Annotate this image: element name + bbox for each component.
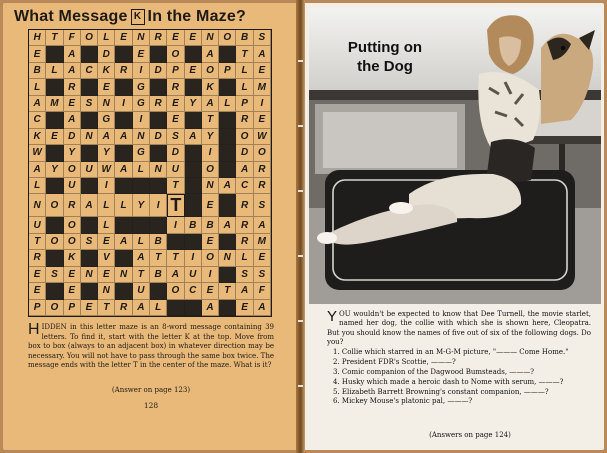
- maze-letter-cell: P: [219, 63, 236, 79]
- maze-block: [133, 217, 150, 233]
- maze-letter-cell: L: [98, 217, 115, 233]
- maze-block: [185, 234, 202, 250]
- maze-letter-cell: A: [202, 96, 219, 112]
- maze-block: [115, 46, 132, 62]
- maze-block: [185, 178, 202, 194]
- maze-letter-cell: L: [29, 79, 46, 95]
- maze-letter-cell: Y: [98, 145, 115, 161]
- binding-stitch: [298, 255, 303, 257]
- maze-letter-cell: T: [167, 250, 184, 266]
- maze-letter-cell: I: [133, 112, 150, 128]
- maze-letter-cell: A: [29, 162, 46, 178]
- maze-letter-cell: K: [98, 63, 115, 79]
- maze-letter-cell: L: [236, 79, 253, 95]
- maze-letter-cell: S: [236, 267, 253, 283]
- maze-letter-cell: M: [254, 234, 271, 250]
- maze-block: [46, 112, 63, 128]
- maze-letter-cell: C: [236, 178, 253, 194]
- maze-letter-cell: T: [202, 112, 219, 128]
- maze-letter-cell: R: [236, 234, 253, 250]
- maze-letter-cell: L: [46, 63, 63, 79]
- maze-title-before: What Message: [14, 8, 128, 25]
- maze-block: [219, 194, 236, 217]
- maze-letter-cell: A: [236, 283, 253, 299]
- maze-letter-cell: N: [115, 267, 132, 283]
- maze-letter-cell: F: [64, 30, 81, 46]
- maze-letter-cell: L: [98, 30, 115, 46]
- maze-letter-cell: G: [98, 112, 115, 128]
- maze-letter-cell: E: [202, 283, 219, 299]
- maze-letter-cell: K: [29, 129, 46, 145]
- maze-letter-cell: R: [236, 112, 253, 128]
- maze-letter-cell: O: [167, 283, 184, 299]
- maze-letter-cell: M: [254, 79, 271, 95]
- maze-letter-cell: T: [236, 46, 253, 62]
- maze-letter-cell: U: [81, 162, 98, 178]
- maze-letter-cell: T: [150, 250, 167, 266]
- maze-letter-cell: N: [133, 30, 150, 46]
- maze-block: [219, 145, 236, 161]
- maze-letter-cell: T: [167, 178, 184, 194]
- maze-letter-cell: C: [81, 63, 98, 79]
- maze-block: [219, 234, 236, 250]
- maze-letter-cell: T: [46, 30, 63, 46]
- maze-letter-cell: U: [167, 162, 184, 178]
- maze-letter-cell: G: [133, 145, 150, 161]
- maze-letter-cell: D: [64, 129, 81, 145]
- maze-block: [46, 46, 63, 62]
- maze-letter-cell: S: [254, 267, 271, 283]
- maze-letter-cell: E: [167, 112, 184, 128]
- maze-letter-cell: H: [29, 30, 46, 46]
- maze-letter-cell: O: [219, 30, 236, 46]
- maze-letter-cell: L: [236, 250, 253, 266]
- maze-block: [219, 79, 236, 95]
- maze-answer-reference: (Answer on page 123): [111, 386, 191, 394]
- maze-letter-cell: N: [202, 30, 219, 46]
- page-number: 128: [143, 401, 159, 410]
- maze-block: [115, 283, 132, 299]
- maze-letter-cell: U: [29, 217, 46, 233]
- maze-letter-cell: S: [46, 267, 63, 283]
- maze-block: [219, 112, 236, 128]
- maze-letter-cell: E: [64, 283, 81, 299]
- maze-letter-cell: E: [236, 300, 253, 316]
- maze-letter-cell: D: [98, 46, 115, 62]
- maze-letter-cell: T: [98, 300, 115, 316]
- maze-letter-cell: P: [64, 300, 81, 316]
- maze-letter-cell: W: [29, 145, 46, 161]
- question-item: 3. Comic companion of the Dagwood Bumsteads, ———?: [333, 367, 535, 376]
- maze-letter-cell: P: [236, 96, 253, 112]
- maze-letter-cell: E: [29, 46, 46, 62]
- maze-block: [150, 79, 167, 95]
- maze-letter-cell: A: [115, 129, 132, 145]
- maze-letter-cell: U: [64, 178, 81, 194]
- maze-letter-cell: D: [236, 145, 253, 161]
- maze-letter-cell: C: [29, 112, 46, 128]
- maze-letter-cell: E: [98, 234, 115, 250]
- maze-letter-cell: E: [202, 234, 219, 250]
- maze-letter-cell: A: [202, 46, 219, 62]
- maze-block: [81, 178, 98, 194]
- maze-letter-cell: W: [254, 129, 271, 145]
- dog-quiz-title: [320, 38, 450, 76]
- maze-letter-cell: O: [64, 162, 81, 178]
- maze-block: [185, 112, 202, 128]
- maze-letter-cell: S: [254, 194, 271, 217]
- maze-letter-cell: E: [133, 46, 150, 62]
- maze-letter-cell: L: [133, 234, 150, 250]
- maze-letter-cell: A: [185, 129, 202, 145]
- dog-quiz-intro: [327, 310, 591, 348]
- maze-letter-cell: N: [29, 194, 46, 217]
- maze-letter-cell: N: [150, 162, 167, 178]
- maze-title: [14, 8, 284, 26]
- maze-letter-cell: L: [133, 162, 150, 178]
- maze-letter-cell: O: [46, 300, 63, 316]
- maze-letter-cell: D: [167, 145, 184, 161]
- maze-letter-cell: N: [219, 250, 236, 266]
- maze-letter-cell: D: [150, 63, 167, 79]
- maze-block: [185, 145, 202, 161]
- maze-letter-cell: O: [254, 145, 271, 161]
- maze-letter-cell: K: [202, 79, 219, 95]
- maze-letter-cell: O: [46, 194, 63, 217]
- maze-letter-cell: R: [115, 300, 132, 316]
- maze-letter-cell: E: [185, 63, 202, 79]
- maze-block: [219, 46, 236, 62]
- question-item: 5. Elizabeth Barrett Browning's constant companion, ———?: [333, 387, 549, 396]
- binding-stitch: [298, 385, 303, 387]
- maze-letter-cell: A: [219, 217, 236, 233]
- dog-quiz-title-line1: Putting on: [347, 39, 423, 56]
- maze-letter-cell: R: [29, 250, 46, 266]
- maze-letter-cell: B: [185, 217, 202, 233]
- maze-center-letter: T: [167, 194, 184, 217]
- question-item: 1. Collie which starred in an M-G-M picture, "——— Come Home.": [333, 348, 569, 356]
- maze-letter-cell: G: [133, 79, 150, 95]
- question-item: 2. President FDR's Scottie, ———?: [333, 357, 456, 366]
- question-item: 6. Mickey Mouse's platonic pal, ———?: [333, 397, 473, 406]
- maze-letter-cell: A: [64, 112, 81, 128]
- maze-letter-cell: E: [98, 267, 115, 283]
- maze-letter-cell: E: [254, 112, 271, 128]
- maze-letter-cell: E: [64, 96, 81, 112]
- maze-letter-cell: A: [133, 250, 150, 266]
- maze-letter-cell: G: [133, 96, 150, 112]
- maze-block: [219, 162, 236, 178]
- maze-block: [81, 79, 98, 95]
- maze-block: [81, 217, 98, 233]
- maze-letter-cell: S: [254, 30, 271, 46]
- maze-block: [150, 145, 167, 161]
- maze-title-after: In the Maze?: [147, 8, 246, 25]
- maze-block: [115, 217, 132, 233]
- maze-block: [219, 300, 236, 316]
- maze-letter-cell: O: [202, 250, 219, 266]
- maze-block: [81, 112, 98, 128]
- maze-letter-cell: P: [167, 63, 184, 79]
- maze-letter-cell: A: [64, 63, 81, 79]
- maze-letter-cell: Y: [64, 145, 81, 161]
- maze-letter-cell: R: [115, 63, 132, 79]
- maze-block: [150, 178, 167, 194]
- maze-letter-cell: I: [167, 217, 184, 233]
- maze-block: [115, 178, 132, 194]
- maze-letter-cell: R: [236, 194, 253, 217]
- binding-stitch: [298, 60, 303, 62]
- maze-letter-cell: A: [81, 194, 98, 217]
- maze-block: [46, 178, 63, 194]
- maze-letter-cell: A: [29, 96, 46, 112]
- maze-letter-cell: S: [81, 234, 98, 250]
- maze-letter-cell: I: [185, 250, 202, 266]
- maze-block: [150, 283, 167, 299]
- maze-letter-cell: M: [46, 96, 63, 112]
- maze-letter-cell: O: [167, 46, 184, 62]
- maze-letter-cell: R: [150, 96, 167, 112]
- maze-letter-cell: R: [254, 178, 271, 194]
- maze-block: [167, 300, 184, 316]
- maze-letter-cell: L: [236, 63, 253, 79]
- maze-block: [46, 283, 63, 299]
- maze-block: [150, 46, 167, 62]
- maze-letter-cell: U: [133, 283, 150, 299]
- maze-letter-cell: E: [46, 129, 63, 145]
- maze-block: [46, 217, 63, 233]
- maze-letter-cell: L: [150, 300, 167, 316]
- maze-block: [133, 178, 150, 194]
- maze-letter-cell: O: [202, 162, 219, 178]
- maze-letter-cell: A: [64, 46, 81, 62]
- maze-letter-cell: A: [254, 46, 271, 62]
- maze-letter-cell: B: [150, 234, 167, 250]
- maze-block: [115, 79, 132, 95]
- maze-letter-cell: I: [202, 145, 219, 161]
- maze-letter-cell: V: [98, 250, 115, 266]
- maze-letter-cell: S: [167, 129, 184, 145]
- maze-letter-cell: O: [46, 234, 63, 250]
- maze-letter-cell: A: [167, 267, 184, 283]
- maze-letter-cell: A: [254, 300, 271, 316]
- maze-block: [46, 79, 63, 95]
- puzzle-instructions: [28, 323, 274, 371]
- binding-stitch: [298, 125, 303, 127]
- maze-letter-cell: E: [29, 267, 46, 283]
- maze-block: [167, 234, 184, 250]
- maze-letter-cell: O: [202, 63, 219, 79]
- maze-letter-cell: A: [254, 217, 271, 233]
- maze-block: [81, 145, 98, 161]
- maze-block: [150, 217, 167, 233]
- dog-quiz-intro-text: OU wouldn't be expected to know that Dee Turnell, the movie starlet, named her dog, the collie with which she is shown here, Cleopatra. But you should know the names of five out of six of the following dogs. Do you?: [327, 310, 591, 347]
- maze-letter-cell: I: [98, 178, 115, 194]
- maze-letter-cell: B: [202, 217, 219, 233]
- maze-letter-cell: A: [98, 129, 115, 145]
- maze-block: [115, 112, 132, 128]
- maze-letter-cell: U: [185, 267, 202, 283]
- maze-letter-cell: L: [115, 194, 132, 217]
- maze-letter-cell: N: [98, 96, 115, 112]
- maze-letter-cell: E: [254, 250, 271, 266]
- dog-quiz-questions: [333, 348, 589, 407]
- maze-letter-cell: R: [236, 217, 253, 233]
- letter-maze-grid: [28, 29, 272, 317]
- maze-letter-cell: B: [150, 267, 167, 283]
- maze-letter-cell: R: [150, 30, 167, 46]
- maze-block: [219, 267, 236, 283]
- maze-letter-cell: I: [133, 63, 150, 79]
- puzzle-instructions-text: IDDEN in this letter maze is an 8-word message containing 39 letters. To find it, start with the letter K at the top. Move from box to box (always to an adjacent box) in whatever direction may be necessary. You will not have to pass through the same box twice. The message ends with the letter T in the center of the maze. What is it?: [28, 323, 274, 370]
- title-letter-box: K: [131, 9, 145, 25]
- maze-letter-cell: E: [254, 63, 271, 79]
- maze-block: [185, 300, 202, 316]
- maze-letter-cell: A: [219, 178, 236, 194]
- maze-letter-cell: O: [81, 30, 98, 46]
- maze-letter-cell: T: [133, 267, 150, 283]
- maze-letter-cell: N: [81, 267, 98, 283]
- maze-letter-cell: E: [185, 30, 202, 46]
- binding-stitch: [298, 320, 303, 322]
- maze-letter-cell: A: [236, 162, 253, 178]
- maze-letter-cell: Y: [202, 129, 219, 145]
- maze-letter-cell: E: [98, 79, 115, 95]
- maze-block: [115, 145, 132, 161]
- maze-letter-cell: N: [202, 178, 219, 194]
- maze-block: [115, 250, 132, 266]
- maze-letter-cell: Y: [185, 96, 202, 112]
- maze-block: [185, 162, 202, 178]
- maze-letter-cell: E: [64, 267, 81, 283]
- maze-block: [150, 112, 167, 128]
- maze-letter-cell: A: [202, 300, 219, 316]
- maze-letter-cell: E: [167, 96, 184, 112]
- maze-letter-cell: P: [29, 300, 46, 316]
- maze-letter-cell: I: [254, 96, 271, 112]
- maze-letter-cell: F: [254, 283, 271, 299]
- maze-letter-cell: O: [64, 234, 81, 250]
- maze-block: [81, 250, 98, 266]
- maze-letter-cell: A: [115, 234, 132, 250]
- maze-block: [81, 46, 98, 62]
- maze-letter-cell: R: [64, 79, 81, 95]
- maze-letter-cell: A: [133, 300, 150, 316]
- maze-letter-cell: L: [29, 178, 46, 194]
- drop-cap: H: [28, 321, 40, 338]
- question-item: 4. Husky which made a heroic dash to Nome with serum, ———?: [333, 377, 564, 386]
- drop-cap: Y: [327, 308, 338, 325]
- maze-letter-cell: W: [98, 162, 115, 178]
- maze-letter-cell: L: [98, 194, 115, 217]
- maze-letter-cell: N: [98, 283, 115, 299]
- maze-letter-cell: O: [64, 217, 81, 233]
- maze-letter-cell: A: [115, 162, 132, 178]
- maze-letter-cell: B: [236, 30, 253, 46]
- maze-letter-cell: T: [29, 234, 46, 250]
- maze-letter-cell: E: [81, 300, 98, 316]
- maze-letter-cell: R: [167, 79, 184, 95]
- maze-letter-cell: O: [236, 129, 253, 145]
- maze-block: [185, 194, 202, 217]
- maze-letter-cell: I: [202, 267, 219, 283]
- maze-letter-cell: S: [81, 96, 98, 112]
- maze-letter-cell: D: [150, 129, 167, 145]
- maze-letter-cell: I: [150, 194, 167, 217]
- maze-letter-cell: N: [81, 129, 98, 145]
- maze-letter-cell: R: [254, 162, 271, 178]
- maze-letter-cell: Y: [46, 162, 63, 178]
- maze-letter-cell: K: [64, 250, 81, 266]
- maze-block: [81, 283, 98, 299]
- maze-block: [46, 250, 63, 266]
- maze-letter-cell: C: [185, 283, 202, 299]
- dog-quiz-title-line2: the Dog: [357, 58, 413, 75]
- maze-letter-cell: T: [219, 283, 236, 299]
- maze-letter-cell: N: [133, 129, 150, 145]
- maze-letter-cell: E: [115, 30, 132, 46]
- maze-letter-cell: R: [64, 194, 81, 217]
- maze-letter-cell: E: [202, 194, 219, 217]
- maze-letter-cell: E: [29, 283, 46, 299]
- maze-letter-cell: Y: [133, 194, 150, 217]
- maze-letter-cell: E: [167, 30, 184, 46]
- maze-letter-cell: B: [29, 63, 46, 79]
- maze-block: [46, 145, 63, 161]
- maze-block: [219, 129, 236, 145]
- binding-stitch: [298, 190, 303, 192]
- maze-block: [185, 79, 202, 95]
- maze-letter-cell: I: [115, 96, 132, 112]
- maze-block: [185, 46, 202, 62]
- dog-quiz-answer-reference: (Answers on page 124): [429, 431, 511, 439]
- maze-letter-cell: L: [219, 96, 236, 112]
